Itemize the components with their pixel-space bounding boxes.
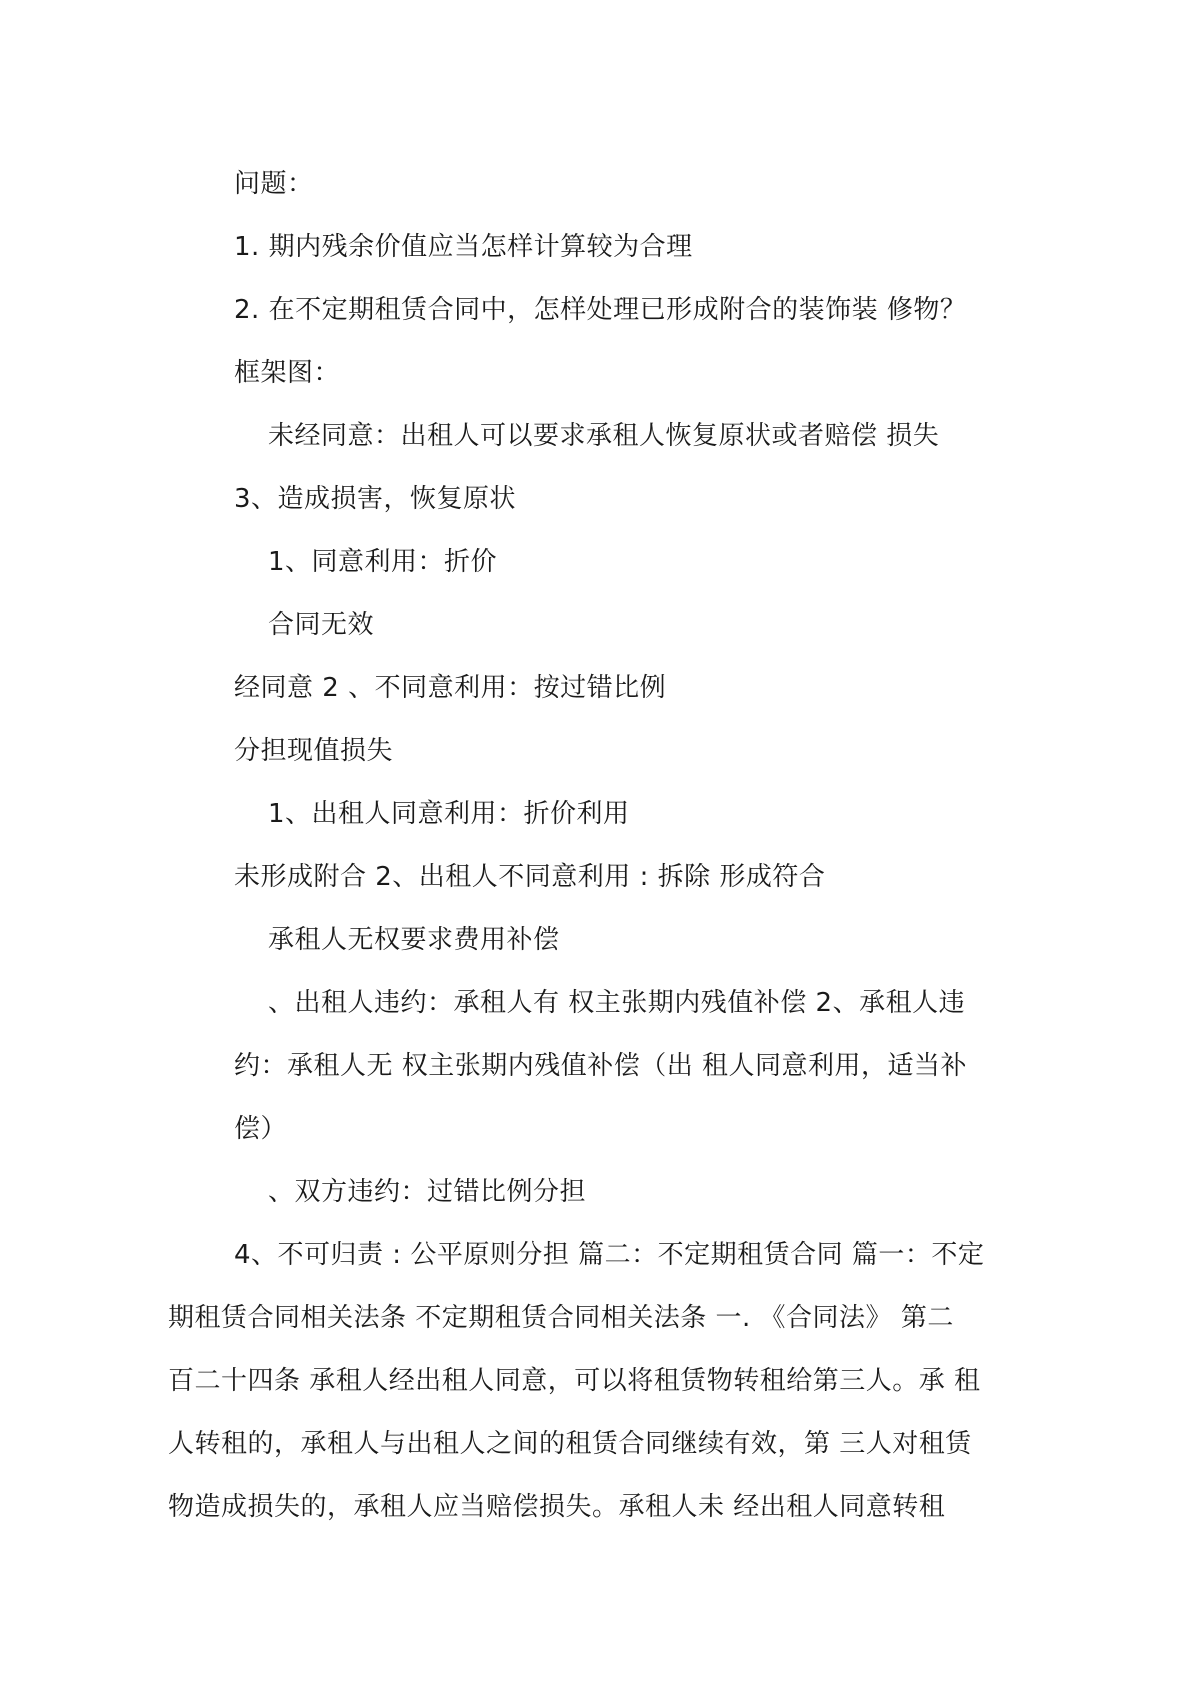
text-line: 1、同意利用：折价 bbox=[268, 547, 498, 577]
text-line: 人转租的，承租人与出租人之间的租赁合同继续有效，第 三人对租赁 bbox=[168, 1429, 972, 1459]
text-line: 3、造成损害，恢复原状 bbox=[234, 484, 517, 514]
text-line: 期租赁合同相关法条 不定期租赁合同相关法条 一. 《合同法》 第二 bbox=[168, 1303, 954, 1333]
text-line: 未经同意：出租人可以要求承租人恢复原状或者赔偿 损失 bbox=[268, 421, 940, 451]
question-1: 1. 期内残余价值应当怎样计算较为合理 bbox=[234, 232, 693, 262]
text-line: 偿） bbox=[234, 1114, 288, 1144]
text-line: 、出租人违约：承租人有 权主张期内残值补偿 2、承租人违 bbox=[268, 988, 966, 1018]
text-line: 百二十四条 承租人经出租人同意，可以将租赁物转租给第三人。承 租 bbox=[168, 1366, 981, 1396]
text-line: 4、不可归责 : 公平原则分担 篇二：不定期租赁合同 篇一：不定 bbox=[234, 1240, 985, 1270]
text-line: 分担现值损失 bbox=[234, 736, 394, 766]
text-line: 、双方违约：过错比例分担 bbox=[268, 1177, 587, 1207]
heading-framework: 框架图： bbox=[234, 358, 341, 388]
text-line: 承租人无权要求费用补偿 bbox=[268, 925, 560, 955]
question-2: 2. 在不定期租赁合同中，怎样处理已形成附合的装饰装 修物？ bbox=[234, 295, 967, 325]
text-line: 合同无效 bbox=[268, 610, 375, 640]
text-line: 1、出租人同意利用：折价利用 bbox=[268, 799, 630, 829]
text-line: 约：承租人无 权主张期内残值补偿（出 租人同意利用，适当补 bbox=[234, 1051, 968, 1081]
text-line: 未形成附合 2、出租人不同意利用 : 拆除 形成符合 bbox=[234, 862, 826, 892]
heading-questions: 问题： bbox=[234, 169, 314, 199]
text-line: 物造成损失的，承租人应当赔偿损失。承租人未 经出租人同意转租 bbox=[168, 1492, 946, 1522]
text-line: 经同意 2 、不同意利用：按过错比例 bbox=[234, 673, 667, 703]
